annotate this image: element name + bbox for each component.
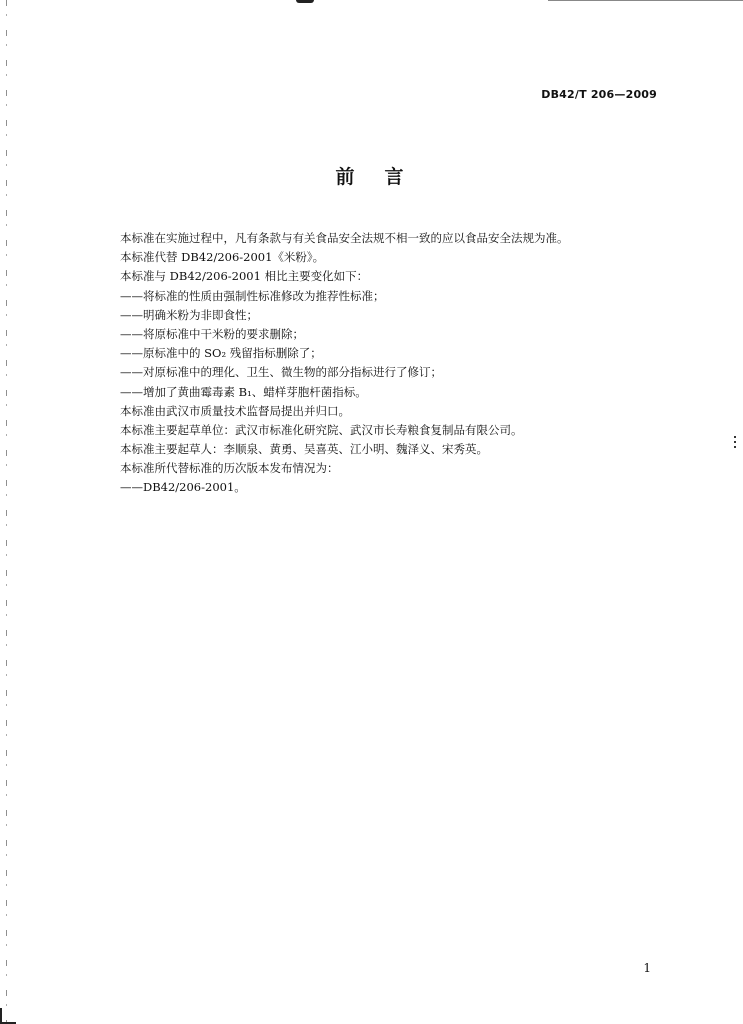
body-line: 本标准所代替标准的历次版本发布情况为： [120,461,339,476]
scan-edge-artifact [6,0,7,1024]
body-line: ——对原标准中的理化、卫生、微生物的部分指标进行了修订； [120,365,442,380]
page-number: 1 [643,961,651,975]
body-line: 本标准主要起草人：李顺泉、黄勇、吴喜英、江小明、魏泽义、宋秀英。 [120,442,488,457]
body-line: ——明确米粉为非即食性； [120,307,258,322]
scan-right-artifact [734,436,736,450]
scan-corner-artifact [0,1008,16,1024]
body-line: ——DB42/206-2001。 [120,480,246,495]
body-line: 本标准与 DB42/206-2001 相比主要变化如下： [120,269,369,284]
body-line: ——将原标准中干米粉的要求删除； [120,326,304,341]
body-line: 本标准由武汉市质量技术监督局提出并归口。 [120,403,350,418]
body-line: ——原标准中的 SO₂ 残留指标删除了； [120,346,322,361]
foreword-body [120,229,640,498]
body-line: ——将标准的性质由强制性标准修改为推荐性标准； [120,288,385,303]
body-line: 本标准在实施过程中，凡有条款与有关食品安全法规不相一致的应以食品安全法规为准。 [120,231,569,245]
document-code: DB42/T 206—2009 [541,88,657,101]
page-title: 前言 [335,166,434,188]
body-line: 本标准主要起草单位：武汉市标准化研究院、武汉市长寿粮食复制品有限公司。 [120,422,523,437]
body-line: ——增加了黄曲霉毒素 B₁、蜡样芽胞杆菌指标。 [120,384,367,399]
scan-top-artifact [296,0,314,3]
body-line: 本标准代替 DB42/206-2001《米粉》。 [120,250,325,265]
scan-top-line-artifact [548,0,743,1]
